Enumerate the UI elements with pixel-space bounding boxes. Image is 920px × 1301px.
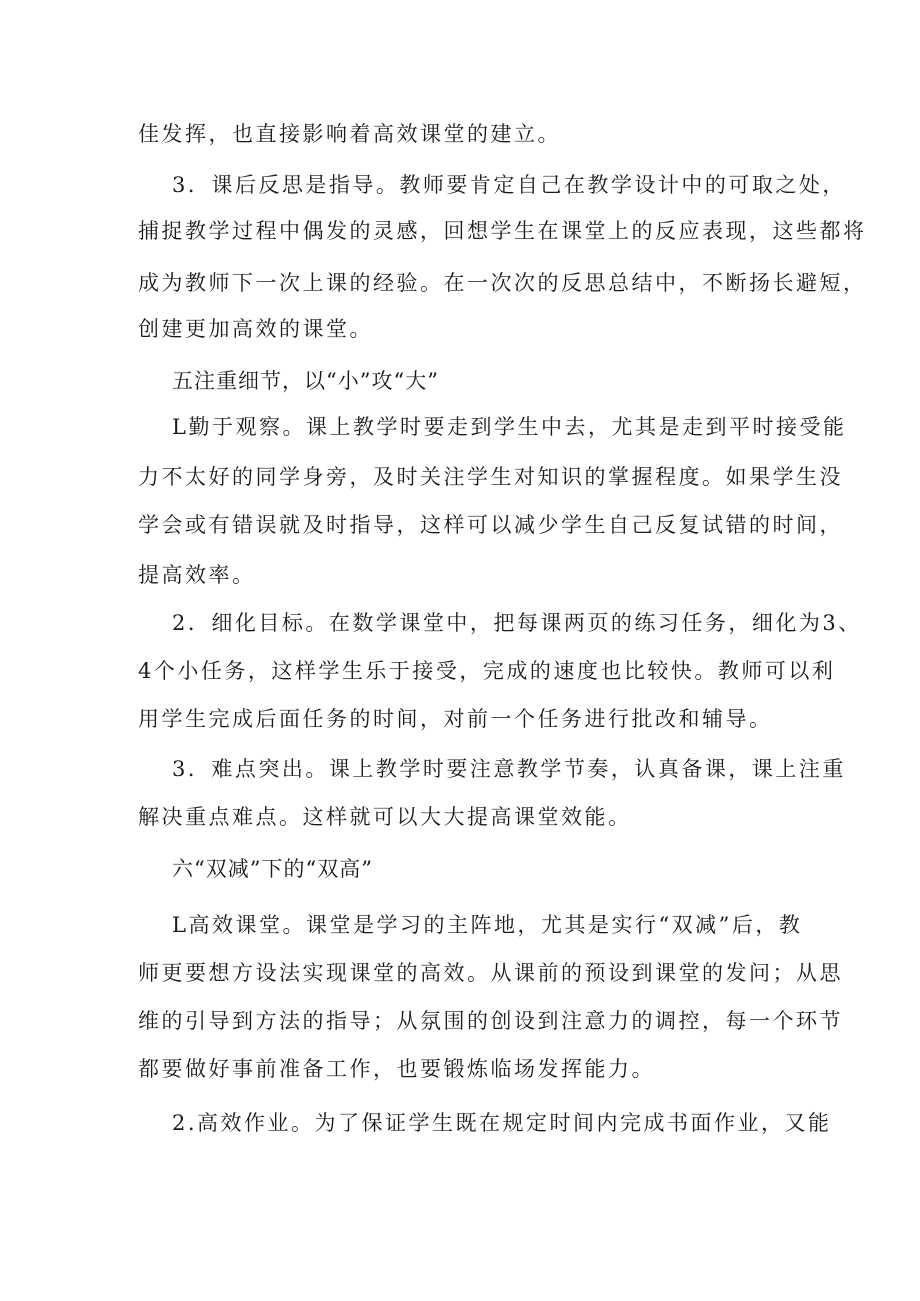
text-line-13: 用学生完成后面任务的时间，对前一个任务进行批改和辅导。 [138, 707, 773, 731]
text-line-12: 4个小任务，这样学生乐于接受，完成的速度也比较快。教师可以利 [138, 659, 836, 683]
text-line-9: 学会或有错误就及时指导，这样可以减少学生自己反复试错的时间， [138, 513, 843, 537]
text-line-4: 成为教师下一次上课的经验。在一次次的反思总结中，不断扬长避短， [138, 271, 867, 295]
text-line-10: 提高效率。 [138, 563, 256, 587]
text-line-3: 捕捉教学过程中偶发的灵感，回想学生在课堂上的反应表现，这些都将 [138, 219, 867, 243]
text-line-20: 都要做好事前准备工作，也要锻炼临场发挥能力。 [138, 1057, 655, 1081]
text-line-2: 3．课后反思是指导。教师要肯定自己在教学设计中的可取之处， [172, 173, 846, 197]
section-heading-5: 五注重细节，以“小”攻“大” [172, 369, 439, 393]
text-line-7: L勤于观察。课上教学时要走到学生中去，尤其是走到平时接受能 [172, 415, 847, 439]
text-line-19: 维的引导到方法的指导；从氛围的创设到注意力的调控，每一个环节 [138, 1009, 843, 1033]
section-heading-6: 六“双减”下的“双高” [172, 857, 373, 881]
text-line-11: 2．细化目标。在数学课堂中，把每课两页的练习任务，细化为3、 [172, 611, 862, 635]
text-line-18: 师更要想方设法实现课堂的高效。从课前的预设到课堂的发问；从思 [138, 961, 843, 985]
text-line-17: L高效课堂。课堂是学习的主阵地，尤其是实行“双减”后，教 [172, 913, 803, 937]
text-line-14: 3．难点突出。课上教学时要注意教学节奏，认真备课，课上注重 [172, 757, 846, 781]
text-line-15: 解决重点难点。这样就可以大大提高课堂效能。 [138, 805, 632, 829]
text-line-1: 佳发挥，也直接影响着高效课堂的建立。 [138, 122, 561, 146]
text-line-21: 2.高效作业。为了保证学生既在规定时间内完成书面作业，又能 [172, 1111, 832, 1135]
text-line-5: 创建更加高效的课堂。 [138, 317, 373, 341]
text-line-8: 力不太好的同学身旁，及时关注学生对知识的掌握程度。如果学生没 [138, 465, 843, 489]
